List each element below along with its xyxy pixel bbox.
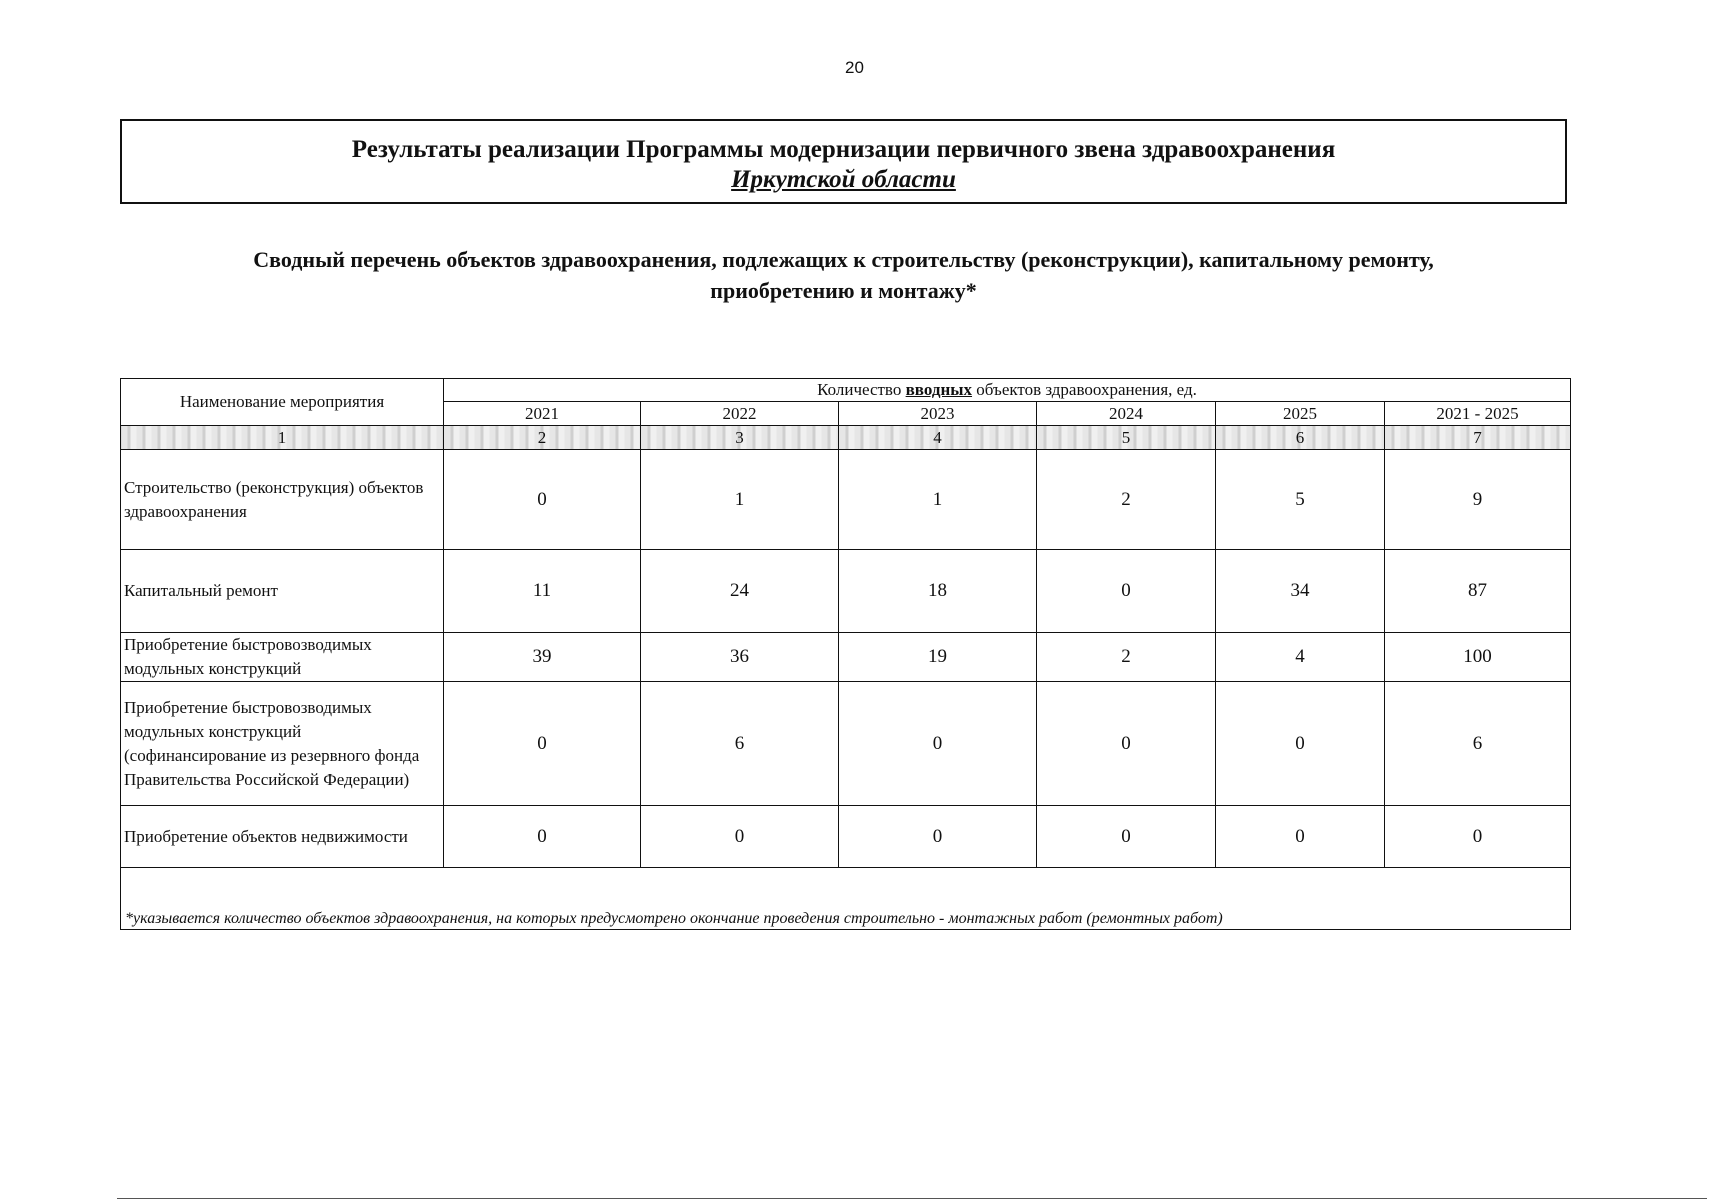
- cell-value: 6: [1385, 682, 1571, 806]
- cell-value: 11: [444, 550, 641, 633]
- column-number: 5: [1037, 426, 1216, 450]
- cell-value: 24: [641, 550, 839, 633]
- header-year: 2024: [1037, 402, 1216, 426]
- cell-value: 1: [641, 450, 839, 550]
- cell-value: 6: [641, 682, 839, 806]
- header-group: Количество вводных объектов здравоохранения, ед.: [444, 379, 1571, 402]
- cell-value: 0: [1216, 682, 1385, 806]
- header-year-total: 2021 - 2025: [1385, 402, 1571, 426]
- table-caption-line1: Сводный перечень объектов здравоохранения, подлежащих к строительству (реконструкции), капитальному ремонту,: [253, 247, 1434, 272]
- cell-value: 36: [641, 633, 839, 682]
- cell-value: 0: [1037, 550, 1216, 633]
- document-title-region: Иркутской области: [731, 166, 956, 193]
- title-box: [120, 119, 1567, 204]
- cell-value: 0: [1216, 806, 1385, 868]
- document-title: Результаты реализации Программы модернизации первичного звена здравоохранения: [351, 136, 1336, 163]
- cell-value: 9: [1385, 450, 1571, 550]
- cell-value: 0: [1037, 806, 1216, 868]
- table-row: [121, 682, 1571, 806]
- cell-value: 5: [1216, 450, 1385, 550]
- table-row: [121, 450, 1571, 550]
- header-name-column: Наименование мероприятия: [121, 379, 444, 426]
- cell-value: 100: [1385, 633, 1571, 682]
- row-name: Капитальный ремонт: [121, 550, 444, 633]
- column-number: 7: [1385, 426, 1571, 450]
- cell-value: 1: [839, 450, 1037, 550]
- row-name: Приобретение быстровозводимых модульных конструкций (софинансирование из резервного фонда Правительства Российской Федерации): [121, 682, 444, 806]
- cell-value: 0: [1037, 682, 1216, 806]
- cell-value: 2: [1037, 633, 1216, 682]
- header-year: 2022: [641, 402, 839, 426]
- cell-value: 19: [839, 633, 1037, 682]
- table-caption-line2: приобретению и монтажу*: [710, 278, 977, 303]
- row-name: Приобретение быстровозводимых модульных конструкций: [121, 633, 444, 682]
- table-row: [121, 550, 1571, 633]
- objects-table: [120, 378, 1571, 930]
- cell-value: 0: [1385, 806, 1571, 868]
- page-number: 20: [845, 58, 864, 77]
- cell-value: 0: [444, 806, 641, 868]
- cell-value: 4: [1216, 633, 1385, 682]
- header-year: 2025: [1216, 402, 1385, 426]
- header-group-emphasis: вводных: [905, 380, 973, 399]
- column-number: 4: [839, 426, 1037, 450]
- cell-value: 39: [444, 633, 641, 682]
- bottom-rule: [117, 1198, 1707, 1199]
- row-name: Приобретение объектов недвижимости: [121, 806, 444, 868]
- cell-value: 2: [1037, 450, 1216, 550]
- table-caption: [120, 244, 1567, 306]
- table-row: [121, 806, 1571, 868]
- cell-value: 34: [1216, 550, 1385, 633]
- row-name: Строительство (реконструкция) объектов здравоохранения: [121, 450, 444, 550]
- cell-value: 0: [839, 682, 1037, 806]
- column-number: 6: [1216, 426, 1385, 450]
- cell-value: 18: [839, 550, 1037, 633]
- column-number: 1: [121, 426, 444, 450]
- cell-value: 0: [444, 450, 641, 550]
- cell-value: 0: [641, 806, 839, 868]
- column-number: 3: [641, 426, 839, 450]
- cell-value: 0: [444, 682, 641, 806]
- header-year: 2023: [839, 402, 1037, 426]
- cell-value: 87: [1385, 550, 1571, 633]
- column-number: 2: [444, 426, 641, 450]
- header-year: 2021: [444, 402, 641, 426]
- cell-value: 0: [839, 806, 1037, 868]
- table-row: [121, 633, 1571, 682]
- footnote: *указывается количество объектов здравоохранения, на которых предусмотрено окончание проведения строительно - монтажных работ (ремонтных работ): [121, 868, 1571, 930]
